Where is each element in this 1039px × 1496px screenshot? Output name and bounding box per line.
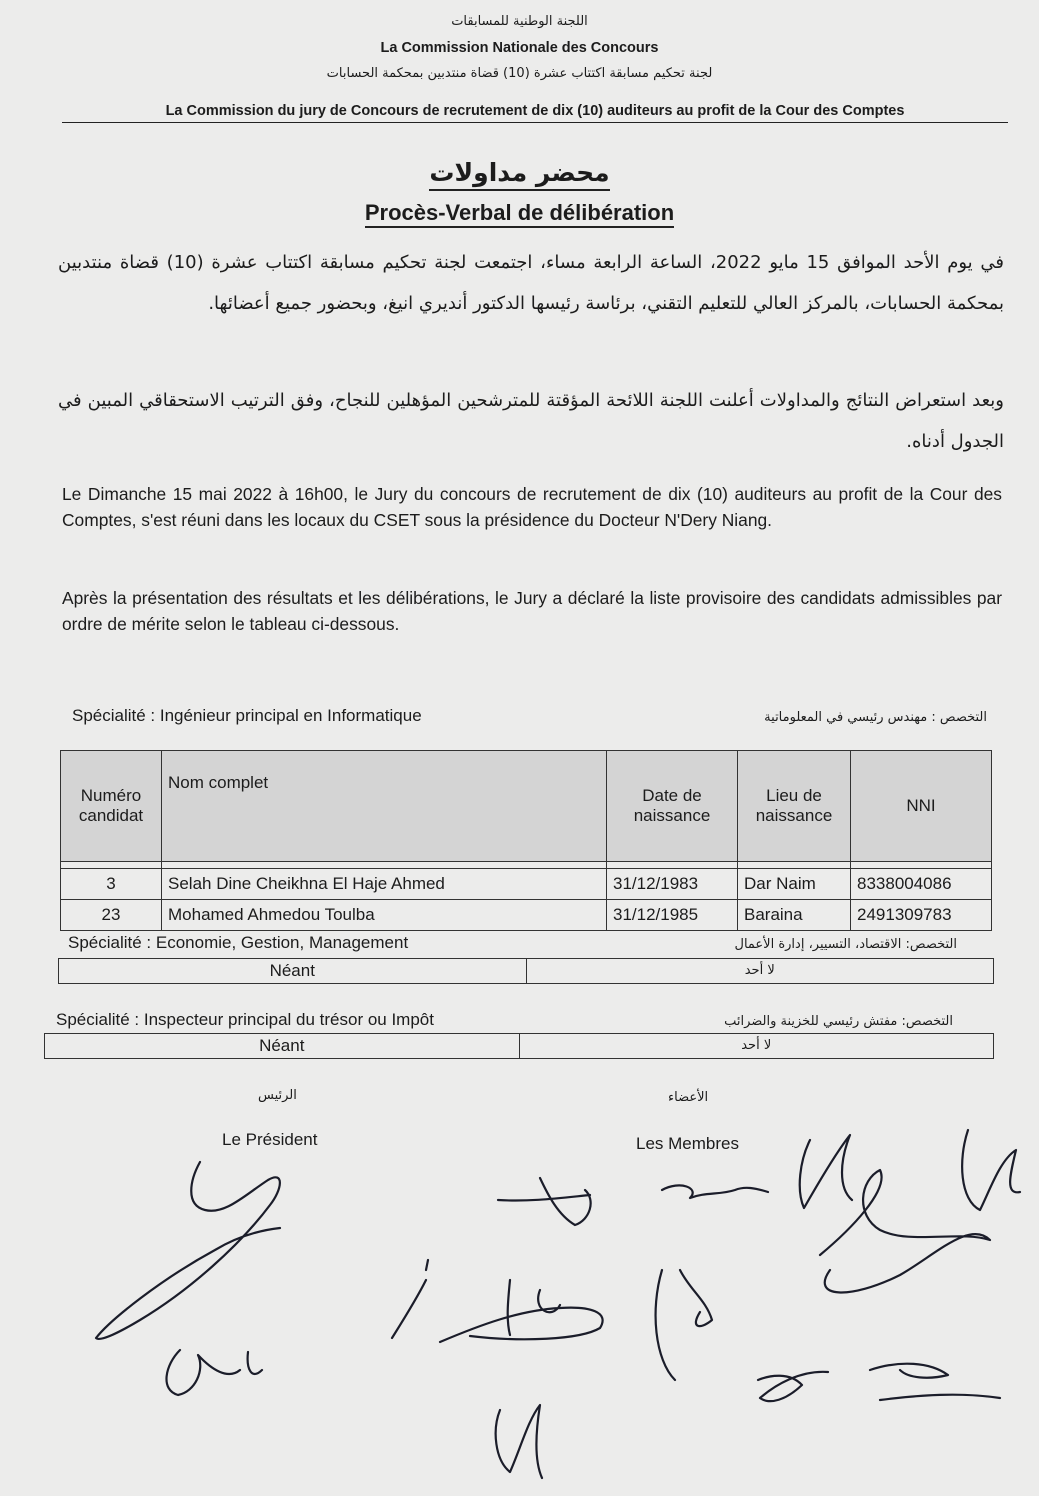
title-french: Procès-Verbal de délibération <box>0 200 1039 226</box>
cell-birth-place: Dar Naim <box>738 869 851 900</box>
none-label-arabic: لا أحد <box>519 1034 994 1058</box>
candidates-table <box>60 750 992 931</box>
president-label-arabic: الرئيس <box>258 1088 297 1103</box>
specialty-label-tresor: Spécialité : Inspecteur principal du trésor ou Impôt <box>56 1010 434 1029</box>
cell-birth-date: 31/12/1985 <box>607 900 738 931</box>
members-label-arabic: الأعضاء <box>668 1090 709 1105</box>
title-arabic: محضر مداولات <box>0 158 1039 187</box>
president-signature <box>96 1162 280 1339</box>
specialty-label-tresor-arabic: التخصص: مفتش رئيسي للخزينة والضرائب <box>724 1014 953 1029</box>
column-header-number: Numéro candidat <box>61 751 162 862</box>
header-french-commission: La Commission Nationale des Concours <box>380 40 659 56</box>
cell-name: Mohamed Ahmedou Toulba <box>162 900 607 931</box>
signature-10 <box>496 1405 542 1478</box>
members-label-french: Les Membres <box>636 1134 739 1153</box>
signature-7 <box>440 1280 603 1342</box>
signature-11 <box>758 1372 828 1401</box>
paragraph-french-1: Le Dimanche 15 mai 2022 à 16h00, le Jury du concours de recrutement de dix (10) auditeurs au profit de la Cour des Comptes, s'est réuni dans les locaux du CSET sous la présidence du Docteur N'Dery Niang. <box>62 484 1002 530</box>
none-row-tresor <box>44 1033 994 1059</box>
specialty-label-informatique: Spécialité : Ingénieur principal en Informatique <box>72 706 422 725</box>
signature-9 <box>166 1350 262 1395</box>
none-label-arabic: لا أحد <box>526 959 994 983</box>
none-row-economie <box>58 958 994 984</box>
column-header-birth-place: Lieu de naissance <box>738 751 851 862</box>
cell-name: Selah Dine Cheikhna El Haje Ahmed <box>162 869 607 900</box>
signature-12 <box>870 1364 1000 1400</box>
cell-nni: 2491309783 <box>851 900 992 931</box>
signature-8 <box>656 1270 712 1380</box>
paragraph-arabic-1: في يوم الأحد الموافق 15 مايو 2022، الساعة الرابعة مساء، اجتمعت لجنة تحكيم مسابقة اكتتاب عشرة (10) قضاة منتدبين بمحكمة الحسابات، بالمركز العالي للتعليم التقني، برئاسة رئيسها الدكتور أنديري انيغ، وبحضور جميع أعضائها. <box>58 252 1004 314</box>
column-header-name: Nom complet <box>162 751 607 862</box>
paragraph-arabic-2: وبعد استعراض النتائج والمداولات أعلنت اللجنة اللائحة المؤقتة للمترشحين المؤهلين للنجاح، وفق الترتيب الاستحقاقي المبين في الجدول أدناه. <box>58 390 1004 452</box>
header-french-jury: La Commission du jury de Concours de recrutement de dix (10) auditeurs au profit de la Cour des Comptes <box>62 103 1008 123</box>
none-label-french: Néant <box>269 961 315 980</box>
table-header-row <box>61 751 992 862</box>
signatures-image <box>0 1080 1039 1490</box>
cell-nni: 8338004086 <box>851 869 992 900</box>
column-header-nni: NNI <box>851 751 992 862</box>
paragraph-french-2: Après la présentation des résultats et les délibérations, le Jury a déclaré la liste provisoire des candidats admissibles par ordre de mérite selon le tableau ci-dessous. <box>62 588 1002 634</box>
signature-2 <box>662 1185 768 1198</box>
none-label-french: Néant <box>259 1036 305 1055</box>
signature-1 <box>498 1178 591 1225</box>
cell-number: 23 <box>61 900 162 931</box>
table-row <box>61 869 992 900</box>
specialty-label-informatique-arabic: التخصص : مهندس رئيسي في المعلوماتية <box>764 710 987 725</box>
signature-3 <box>800 1135 852 1208</box>
signature-5 <box>962 1130 1020 1210</box>
header-arabic-commission: اللجنة الوطنية للمسابقات <box>451 14 588 29</box>
signature-6 <box>392 1260 428 1338</box>
cell-birth-date: 31/12/1983 <box>607 869 738 900</box>
cell-birth-place: Baraina <box>738 900 851 931</box>
specialty-label-economie: Spécialité : Economie, Gestion, Management <box>68 933 409 952</box>
president-label-french: Le Président <box>222 1130 318 1149</box>
specialty-label-economie-arabic: التخصص: الاقتصاد، التسيير، إدارة الأعمال <box>734 937 957 952</box>
table-row <box>61 900 992 931</box>
cell-number: 3 <box>61 869 162 900</box>
column-header-birth-date: Date de naissance <box>607 751 738 862</box>
header-arabic-jury: لجنة تحكيم مسابقة اكتتاب عشرة (10) قضاة منتدبين بمحكمة الحسابات <box>326 66 713 81</box>
